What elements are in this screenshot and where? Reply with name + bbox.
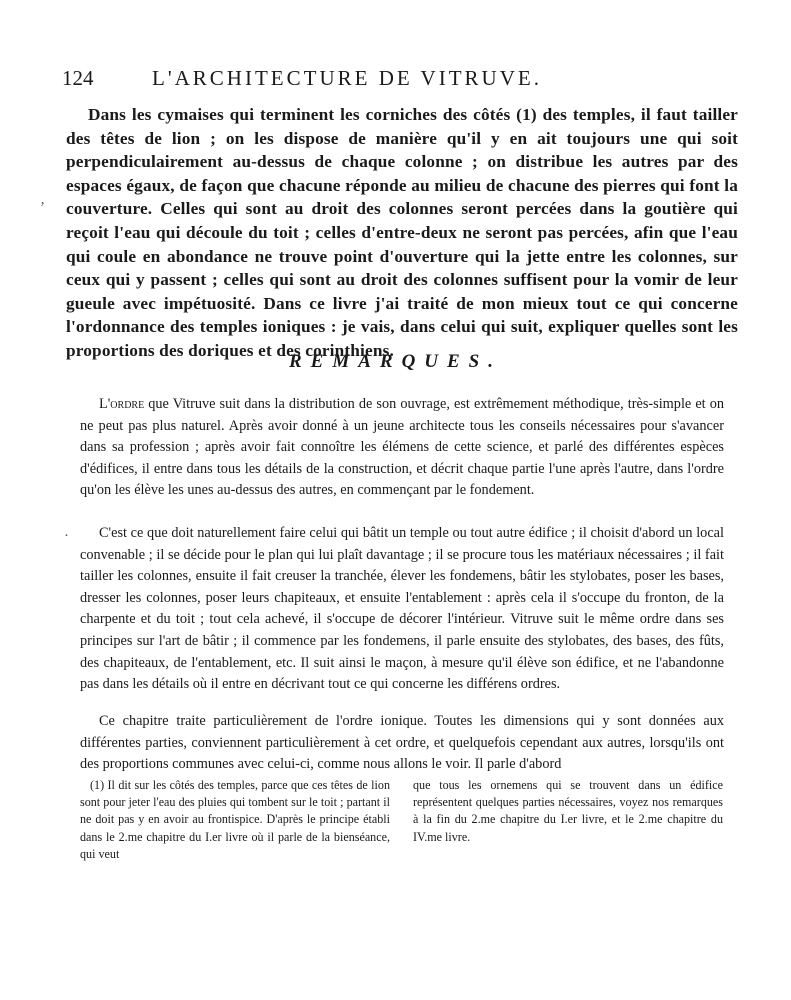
remark-paragraph-2: C'est ce que doit naturellement faire celui qui bâtit un temple ou tout autre édifice ; il choisit d'abord un local convenable ; il se décide pour le plan qui lui plaît davantage ; il se procure tous les matériaux nécessaires ; il fait tailler les colonnes, ensuite il fait creuser la tranchée, élever les fondemens, bâtir les stylobates, poser les bases, dresser les colonnes, poser leurs chapiteaux, et ensuite l'entablement : après cela il s'occupe du fronton, de la charpente et du toit ; tout cela achevé, il s'occupe de décorer l'intérieur. Vitruve suit le même ordre dans ses principes sur l'art de bâtir ; il commence par les fondemens, il parle ensuite des stylobates, des bases, des fûts, des chapiteaux, de l'entablement, etc. Il suit ainsi le maçon, à mesure qu'il élève son édifice, et ne l'abandonne pas dans les détails où il entre en décrivant tout ce qui concerne les différens ordres.: [80, 525, 724, 693]
running-title: L'ARCHITECTURE DE VITRUVE.: [152, 66, 542, 90]
remark-paragraph-3: Ce chapitre traite particulièrement de l'ordre ionique. Toutes les dimensions qui y sont données aux différentes parties, conviennent particulièrement à cet ordre, et quelquefois cependant aux autres, lorsqu'ils ont des proportions communes avec celui-ci, comme nous allons le voir. Il parle d'abord: [80, 713, 724, 773]
margin-mark: ʼ: [40, 200, 45, 216]
section-heading: REMARQUES.: [288, 351, 503, 372]
remark-paragraph-1: [80, 394, 724, 502]
page-number: 124: [62, 66, 94, 90]
remark-paragraph-1-text: que Vitruve suit dans la distribution de son ouvrage, est extrêmement méthodique, très-simple et on ne peut pas plus naturel. Après avoir donné à un jeune architecte tous les conseils nécessaires pour s'avancer dans sa profession ; après avoir fait connoître les élémens de cette science, et parlé des différentes espèces d'édifices, il entre dans tous les détails de la construction, et décrit chaque partie l'une après l'autre, dans l'ordre qu'on les élève les unes au-dessus des autres, en commençant par le fondement.: [80, 396, 724, 499]
remark-lead-word: L'ordre: [99, 396, 145, 412]
footnote-right-column: que tous les ornemens qui se trouvent dans un édifice représentent quelques parties nécessaires, voyez nos remarques à la fin du 2.me chapitre du I.er livre, et le 2.me chapitre du IV.me livre.: [413, 778, 723, 844]
margin-mark: ·: [64, 528, 69, 544]
main-paragraph: Dans les cymaises qui terminent les corniches des côtés (1) des temples, il faut tailler des têtes de lion ; on les dispose de manière qu'il y en ait toujours une qui soit perpendiculairement au-dessus de chaque colonne ; on distribue les autres par des espaces égaux, de façon que chacune réponde au milieu de chacune des pierres qui font la couverture. Celles qui sont au droit des colonnes seront percées dans la goutière qui reçoit l'eau qui découle du toit ; celles d'entre-deux ne seront pas percées, afin que l'eau qui coule en abondance ne trouve point d'ouverture qui la jette entre les colonnes, sur ceux qui y passent ; celles qui sont au droit des colonnes suffisent pour la vomir de leur gueule avec impétuosité. Dans ce livre j'ai traité de mon mieux tout ce qui concerne l'ordonnance des temples ioniques : je vais, dans celui qui suit, expliquer quelles sont les proportions des doriques et des corinthiens.: [66, 105, 738, 360]
footnote-left-column: (1) Il dit sur les côtés des temples, parce que ces têtes de lion sont pour jeter l'eau des pluies qui tombent sur le toit ; partant il ne doit pas y en avoir au frontispice. D'après le principe établi dans le 2.me chapitre du I.er livre où il parle de la bienséance, qui veut: [80, 778, 390, 861]
